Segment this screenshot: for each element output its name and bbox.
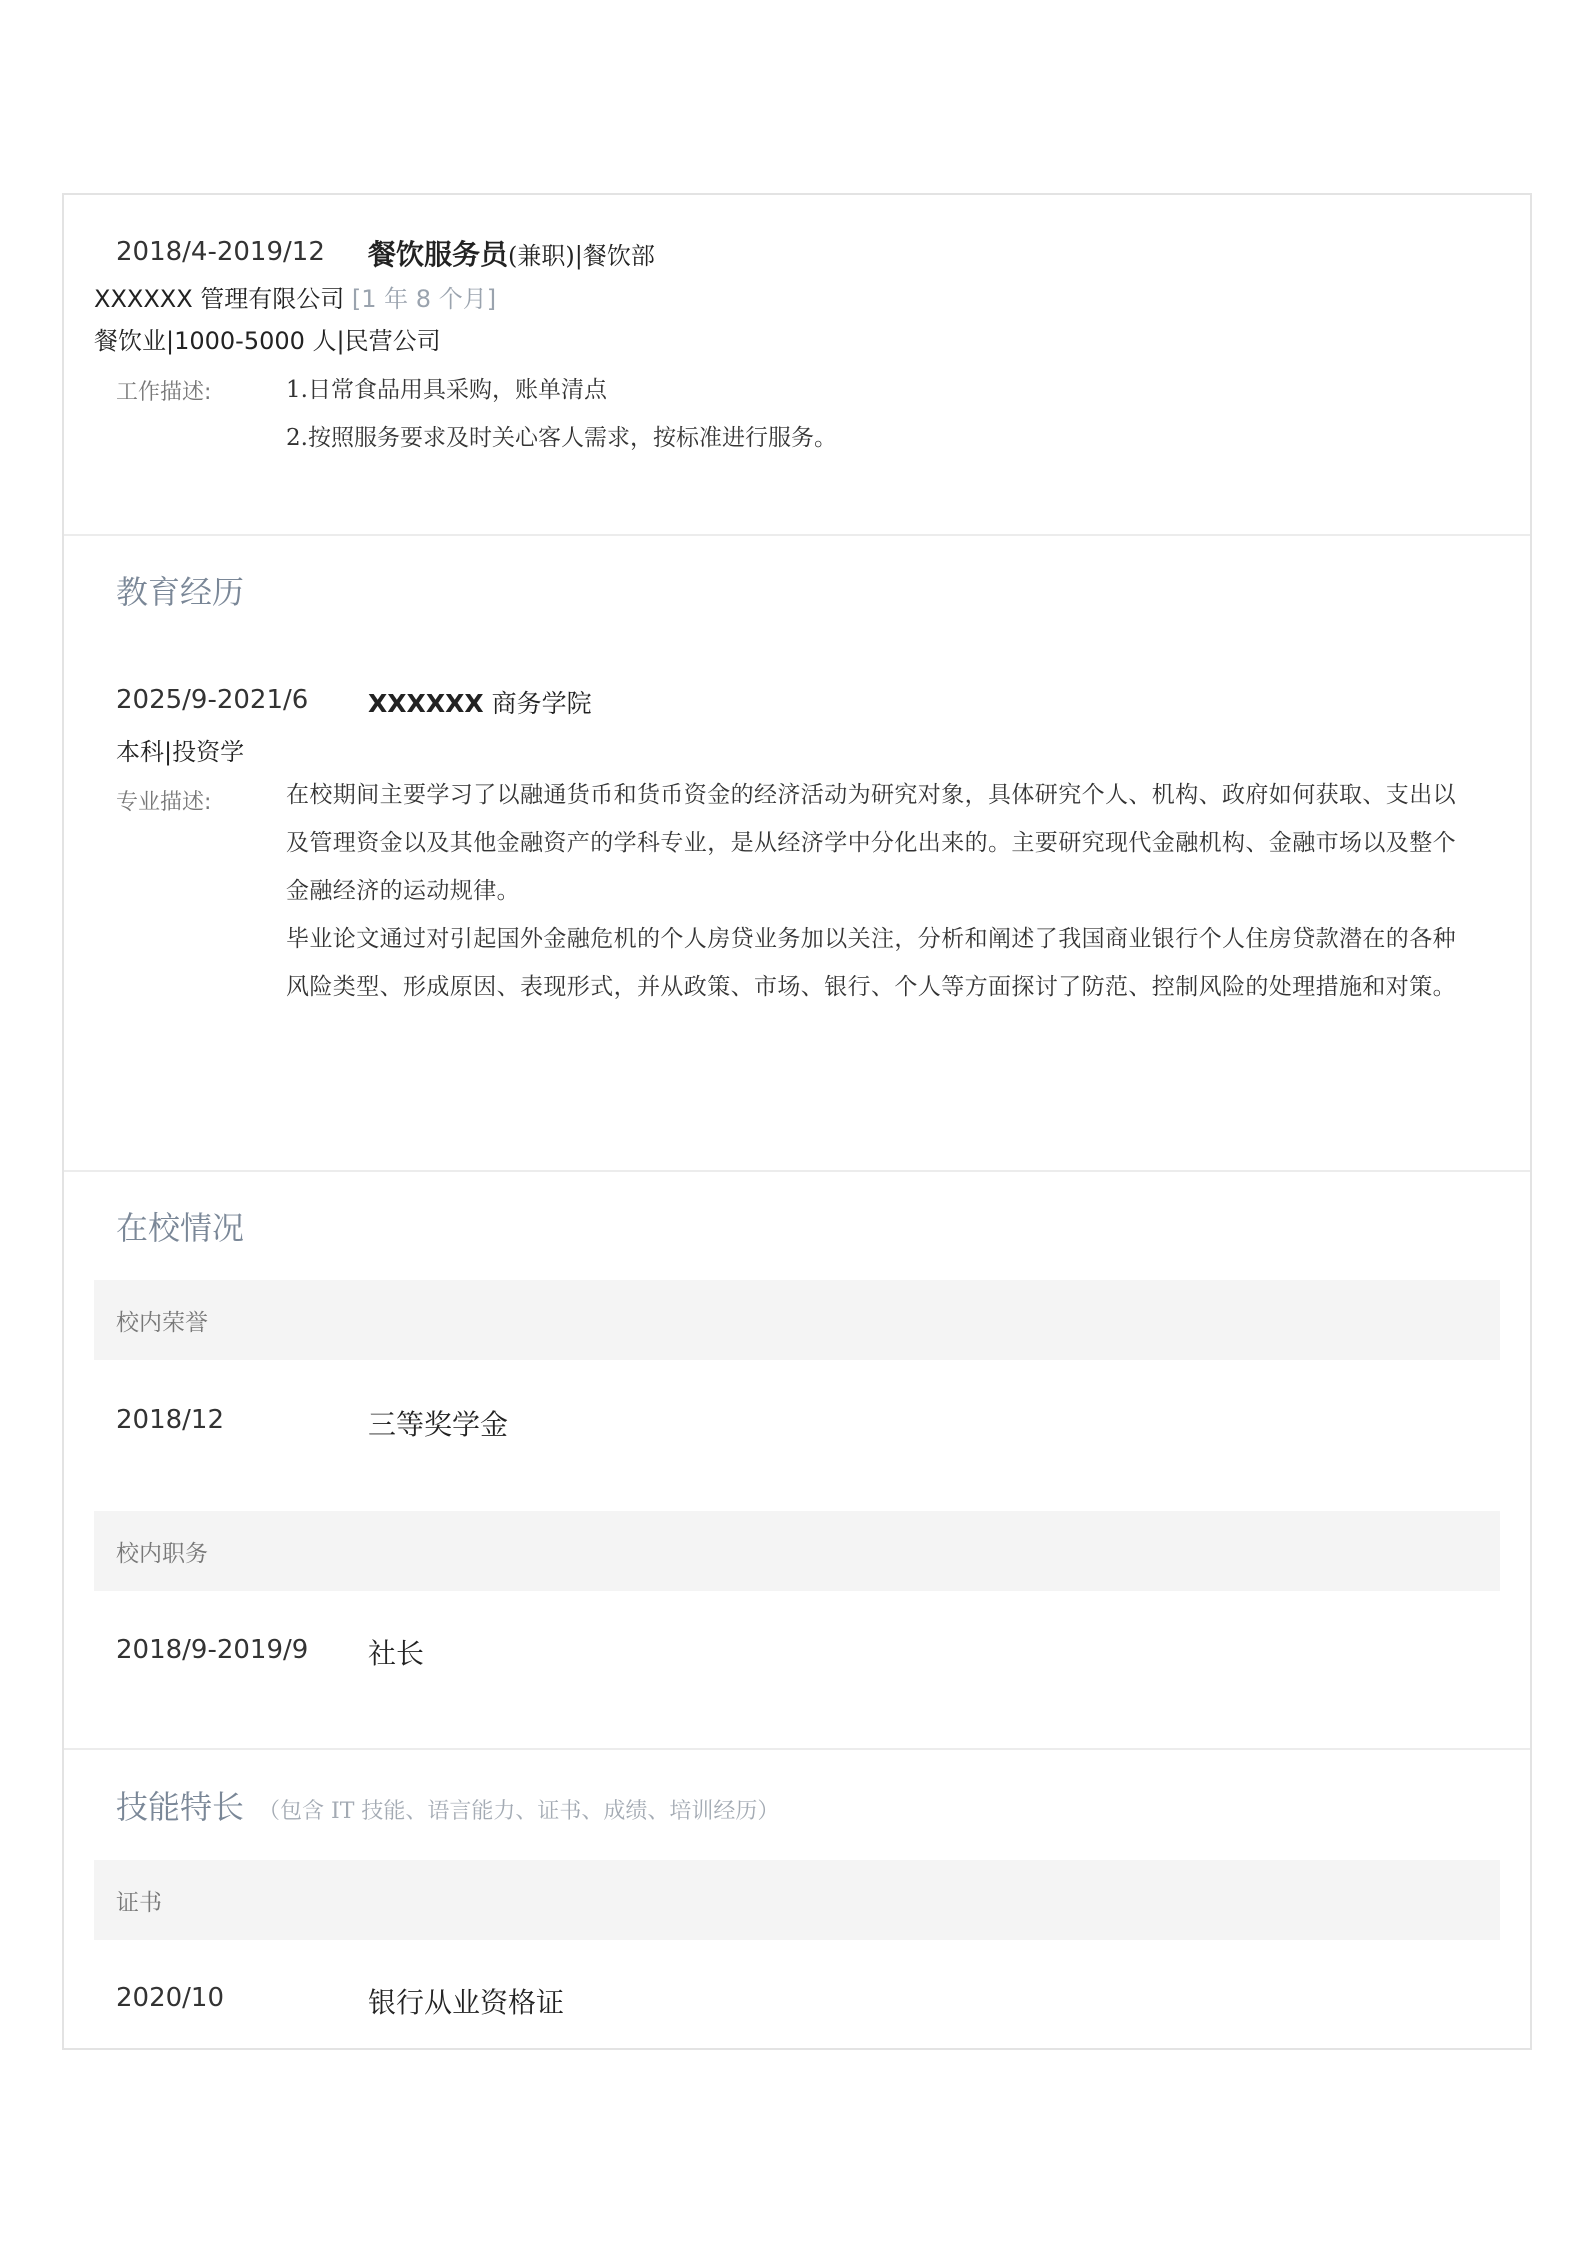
work-separator: | bbox=[574, 242, 583, 270]
role-date: 2018/9-2019/9 bbox=[116, 1635, 309, 1665]
cert-date: 2020/10 bbox=[116, 1983, 225, 2013]
work-department: 餐饮部 bbox=[582, 242, 655, 270]
education-date: 2025/9-2021/6 bbox=[116, 685, 309, 715]
section-divider bbox=[64, 1170, 1530, 1172]
work-company-line bbox=[94, 279, 496, 314]
work-desc-line-2: 2.按照服务要求及时关心客人需求，按标准进行服务。 bbox=[286, 425, 837, 451]
section-divider bbox=[64, 534, 1530, 536]
education-section-title: 教育经历 bbox=[116, 573, 245, 611]
work-industry: 餐饮业|1000-5000 人|民营公司 bbox=[94, 327, 441, 355]
cert-band-label: 证书 bbox=[116, 1890, 162, 1916]
education-desc-paragraph-1: 在校期间主要学习了以融通货币和货币资金的经济活动为研究对象，具体研究个人、机构、政府如何获取、支出以及管理资金以及其他金融资产的学科专业，是从经济学中分化出来的。主要研究现代金融机构、金融市场以及整个金融经济的运动规律。 bbox=[286, 782, 1456, 904]
work-desc-label: 工作描述: bbox=[116, 380, 212, 405]
skills-section-header bbox=[116, 1782, 779, 1828]
role-band bbox=[94, 1511, 1500, 1591]
skills-section-title: 技能特长 bbox=[116, 1788, 245, 1826]
education-school-suffix: 商务学院 bbox=[483, 689, 592, 718]
education-desc-paragraph-2: 毕业论文通过对引起国外金融危机的个人房贷业务加以关注，分析和阐述了我国商业银行个人住房贷款潜在的各种风险类型、形成原因、表现形式，并从政策、市场、银行、个人等方面探讨了防范、控制风险的处理措施和对策。 bbox=[286, 926, 1456, 1000]
education-school-name: XXXXXX bbox=[368, 689, 484, 718]
work-type: (兼职) bbox=[508, 242, 575, 270]
work-company: XXXXXX 管理有限公司 bbox=[94, 285, 345, 313]
work-desc-line-1: 1.日常食品用具采购，账单清点 bbox=[286, 377, 607, 403]
section-divider bbox=[64, 1748, 1530, 1750]
skills-section-note: （包含 IT 技能、语言能力、证书、成绩、培训经历） bbox=[258, 1799, 780, 1824]
role-name: 社长 bbox=[368, 1637, 425, 1670]
resume-card bbox=[62, 193, 1532, 2050]
work-position: 餐饮服务员 bbox=[368, 238, 509, 271]
campus-section-title: 在校情况 bbox=[116, 1209, 245, 1247]
honor-band bbox=[94, 1280, 1500, 1360]
work-duration: [1 年 8 个月] bbox=[351, 285, 497, 313]
honor-date: 2018/12 bbox=[116, 1405, 225, 1435]
education-desc-label: 专业描述: bbox=[116, 790, 212, 815]
work-title bbox=[368, 233, 655, 273]
cert-band bbox=[94, 1860, 1500, 1940]
work-date: 2018/4-2019/12 bbox=[116, 237, 325, 267]
role-band-label: 校内职务 bbox=[116, 1541, 208, 1567]
education-degree: 本科|投资学 bbox=[116, 738, 245, 766]
cert-name: 银行从业资格证 bbox=[368, 1986, 565, 2019]
honor-name: 三等奖学金 bbox=[368, 1408, 509, 1441]
education-school bbox=[368, 684, 592, 720]
honor-band-label: 校内荣誉 bbox=[116, 1310, 208, 1336]
